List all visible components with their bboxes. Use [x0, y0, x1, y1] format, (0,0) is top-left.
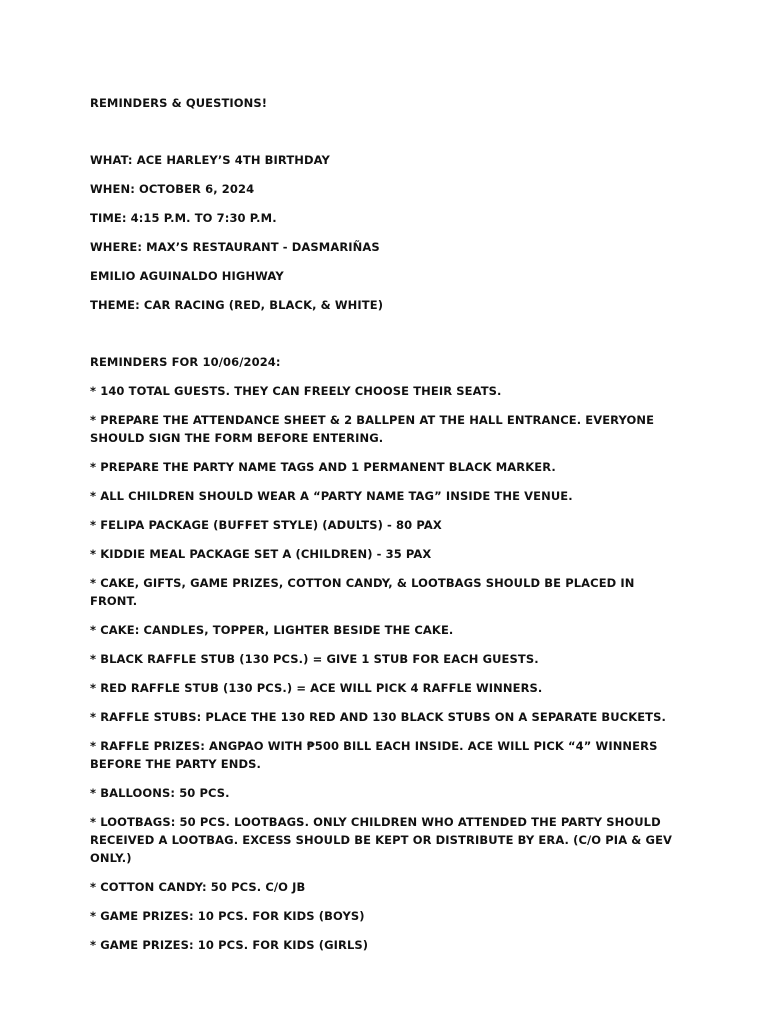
- spacer: [90, 123, 680, 151]
- reminder-item: * GAME PRIZES: 10 PCS. FOR KIDS (BOYS): [90, 909, 365, 923]
- reminder-item: * RED RAFFLE STUB (130 PCS.) = ACE WILL PICK 4 RAFFLE WINNERS.: [90, 681, 543, 695]
- reminder-item: * PREPARE THE ATTENDANCE SHEET & 2 BALLPEN AT THE HALL ENTRANCE. EVERYONE SHOULD SIGN THE FORM BEFORE ENTERING.: [90, 413, 655, 445]
- reminder-item: * PREPARE THE PARTY NAME TAGS AND 1 PERMANENT BLACK MARKER.: [90, 460, 556, 474]
- reminders-heading: REMINDERS FOR 10/06/2024:: [90, 355, 281, 369]
- event-when: WHEN: OCTOBER 6, 2024: [90, 182, 255, 196]
- event-theme: THEME: CAR RACING (RED, BLACK, & WHITE): [90, 298, 384, 312]
- document-page: [90, 94, 680, 965]
- event-address: EMILIO AGUINALDO HIGHWAY: [90, 269, 284, 283]
- reminder-item: * CAKE, GIFTS, GAME PRIZES, COTTON CANDY, & LOOTBAGS SHOULD BE PLACED IN FRONT.: [90, 576, 635, 608]
- event-where: WHERE: MAX’S RESTAURANT - DASMARIÑAS: [90, 240, 380, 254]
- reminder-item: * BLACK RAFFLE STUB (130 PCS.) = GIVE 1 STUB FOR EACH GUESTS.: [90, 652, 539, 666]
- reminder-item: * RAFFLE STUBS: PLACE THE 130 RED AND 130 BLACK STUBS ON A SEPARATE BUCKETS.: [90, 710, 666, 724]
- event-time: TIME: 4:15 P.M. TO 7:30 P.M.: [90, 211, 277, 225]
- reminder-item: * RAFFLE PRIZES: ANGPAO WITH ₱500 BILL EACH INSIDE. ACE WILL PICK “4” WINNERS BEFORE THE PARTY ENDS.: [90, 739, 658, 771]
- reminder-item: * BALLOONS: 50 PCS.: [90, 786, 230, 800]
- reminder-item: * KIDDIE MEAL PACKAGE SET A (CHILDREN) - 35 PAX: [90, 547, 432, 561]
- reminder-item: * 140 TOTAL GUESTS. THEY CAN FREELY CHOOSE THEIR SEATS.: [90, 384, 502, 398]
- reminder-item: * LOOTBAGS: 50 PCS. LOOTBAGS. ONLY CHILDREN WHO ATTENDED THE PARTY SHOULD RECEIVED A LOOTBAG. EXCESS SHOULD BE KEPT OR DISTRIBUTE BY ERA. (C/O PIA & GEV ONLY.): [90, 815, 673, 865]
- reminder-item: * GAME PRIZES: 10 PCS. FOR KIDS (GIRLS): [90, 938, 369, 952]
- spacer: [90, 325, 680, 353]
- event-what: WHAT: ACE HARLEY’S 4TH BIRTHDAY: [90, 153, 330, 167]
- reminder-item: * FELIPA PACKAGE (BUFFET STYLE) (ADULTS) - 80 PAX: [90, 518, 442, 532]
- reminder-item: * CAKE: CANDLES, TOPPER, LIGHTER BESIDE THE CAKE.: [90, 623, 454, 637]
- reminder-item: * COTTON CANDY: 50 PCS. C/O JB: [90, 880, 306, 894]
- document-heading: REMINDERS & QUESTIONS!: [90, 96, 268, 110]
- reminders-list: [90, 382, 680, 954]
- reminder-item: * ALL CHILDREN SHOULD WEAR A “PARTY NAME TAG” INSIDE THE VENUE.: [90, 489, 573, 503]
- event-details: [90, 151, 680, 314]
